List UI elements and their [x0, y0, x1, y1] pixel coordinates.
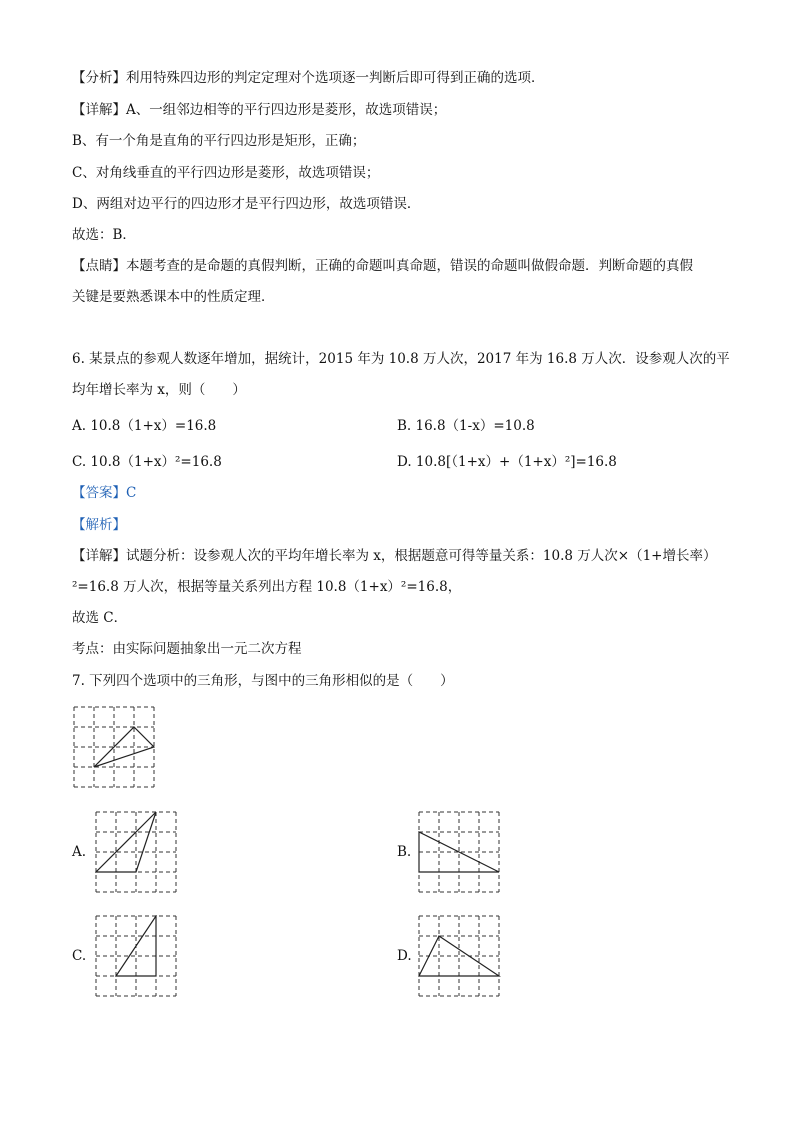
q7-option-d-figure — [418, 915, 502, 999]
q5-comment-1: 【点睛】本题考查的是命题的真假判断，正确的命题叫真命题，错误的命题叫做假命题．判断命题的真假 — [72, 258, 693, 274]
q5-detail-a: 【详解】A、一组邻边相等的平行四边形是菱形，故选项错误； — [72, 102, 447, 118]
q6-choice: 故选 C． — [72, 610, 128, 626]
q6-point: 考点：由实际问题抽象出一元二次方程 — [72, 641, 302, 657]
q6-detail-2: ²=16.8 万人次，根据等量关系列出方程 10.8（1+x）²=16.8， — [72, 579, 462, 595]
q7-label-c: C. — [72, 948, 87, 964]
q7-option-a-figure — [95, 811, 179, 895]
q7-stem: 7. 下列四个选项中的三角形，与图中的三角形相似的是（ ） — [72, 673, 454, 689]
q7-option-b-figure — [418, 811, 502, 895]
q6-stem-1: 6. 某景点的参观人数逐年增加，据统计，2015 年为 10.8 万人次，2017 年为 16.8 万人次．设参观人次的平 — [72, 351, 730, 367]
q6-option-c: C. 10.8（1+x）²=16.8 — [72, 454, 222, 470]
q7-label-a: A. — [72, 844, 87, 860]
option-d-triangle — [419, 936, 499, 976]
q6-option-b: B. 16.8（1-x）=10.8 — [397, 418, 535, 434]
q5-detail-b: B、有一个角是直角的平行四边形是矩形，正确； — [72, 133, 366, 149]
q7-label-b: B. — [397, 844, 412, 860]
option-a-triangle — [96, 812, 156, 872]
q6-explain-header: 【解析】 — [72, 517, 126, 533]
q6-option-d: D. 10.8[（1+x）+（1+x）²]=16.8 — [397, 454, 617, 470]
option-b-triangle — [419, 832, 499, 872]
q5-detail-c: C、对角线垂直的平行四边形是菱形，故选项错误； — [72, 165, 380, 181]
q6-answer: 【答案】C — [72, 485, 137, 501]
grid-4x4 — [419, 916, 499, 996]
q6-option-a: A. 10.8（1+x）=16.8 — [72, 418, 217, 434]
q7-label-d: D. — [397, 948, 412, 964]
q5-analysis: 【分析】利用特殊四边形的判定定理对个选项逐一判断后即可得到正确的选项． — [72, 70, 545, 86]
grid-4x4 — [96, 812, 176, 892]
q6-detail-1: 【详解】试题分析：设参观人次的平均年增长率为 x，根据题意可得等量关系：10.8 万人次×（1+增长率） — [72, 548, 717, 564]
q7-option-c-figure — [95, 915, 179, 999]
q6-stem-2: 均年增长率为 x，则（ ） — [72, 382, 246, 398]
q7-reference-figure — [73, 706, 157, 790]
q5-detail-d: D、两组对边平行的四边形才是平行四边形，故选项错误． — [72, 196, 421, 212]
q5-comment-2: 关键是要熟悉课本中的性质定理． — [72, 289, 275, 305]
grid-4x4 — [96, 916, 176, 996]
q5-choice: 故选：B． — [72, 227, 136, 243]
